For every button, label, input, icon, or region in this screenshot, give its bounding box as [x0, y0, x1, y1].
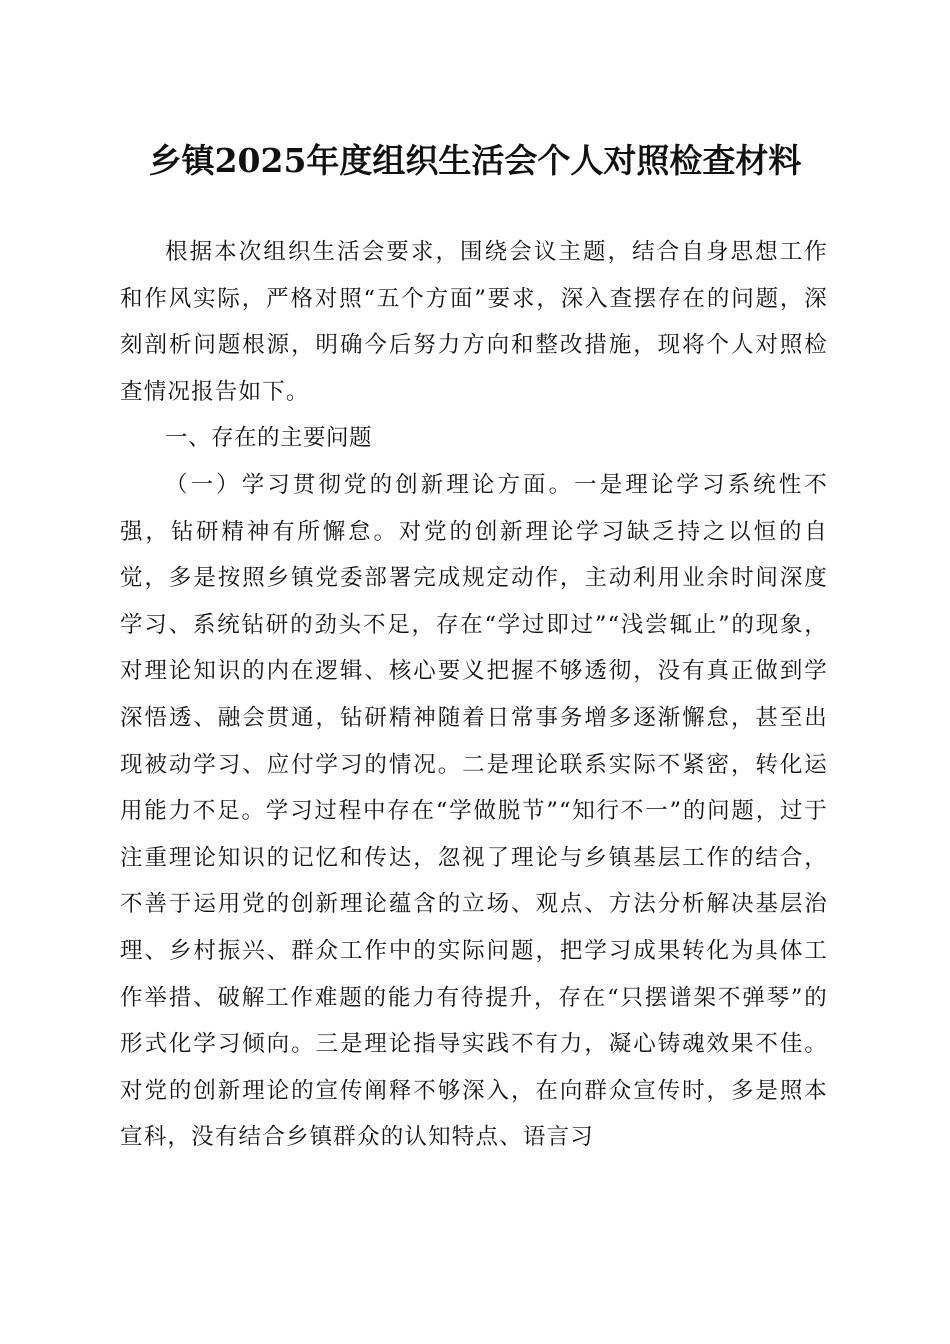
subsection-body: 一是理论学习系统性不强，钻研精神有所懈怠。对党的创新理论学习缺乏持之以恒的自觉，多是按照乡镇党委部署完成规定动作，主动利用业余时间深度学习、系统钻研的劲头不足，存在“学过即过”“浅尝辄止”的现象，对理论知识的内在逻辑、核心要义把握不够透彻，没有真正做到学深悟透、融会贯通，钻研精神随着日常事务增多逐渐懈怠，甚至出现被动学习、应付学习的情况。二是理论联系实际不紧密，转化运用能力不足。学习过程中存在“学做脱节”“知行不一”的问题，过于注重理论知识的记忆和传达，忽视了理论与乡镇基层工作的结合，不善于运用党的创新理论蕴含的立场、观点、方法分析解决基层治理、乡村振兴、群众工作中的实际问题，把学习成果转化为具体工作举措、破解工作难题的能力有待提升，存在“只摆谱架不弹琴”的形式化学习倾向。三是理论指导实践不有力，凝心铸魂效果不佳。对党的创新理论的宣传阐释不够深入，在向群众宣传时，多是照本宣科，没有结合乡镇群众的认知特点、语言习 — [120, 471, 828, 1151]
section-heading: 一、存在的主要问题 — [165, 425, 373, 452]
subsection-lead: （一）学习贯彻党的创新理论方面。 — [165, 471, 575, 498]
document-title: 乡镇2025年度组织生活会个人对照检查材料 — [148, 141, 802, 180]
subsection-paragraph — [120, 462, 828, 1161]
intro-paragraph: 根据本次组织生活会要求，围绕会议主题，结合自身思想工作和作风实际，严格对照“五个方面”要求，深入查摆存在的问题，深刻剖析问题根源，明确今后努力方向和整改措施，现将个人对照检查情况报告如下。 — [120, 239, 828, 405]
document-body — [120, 229, 828, 1161]
